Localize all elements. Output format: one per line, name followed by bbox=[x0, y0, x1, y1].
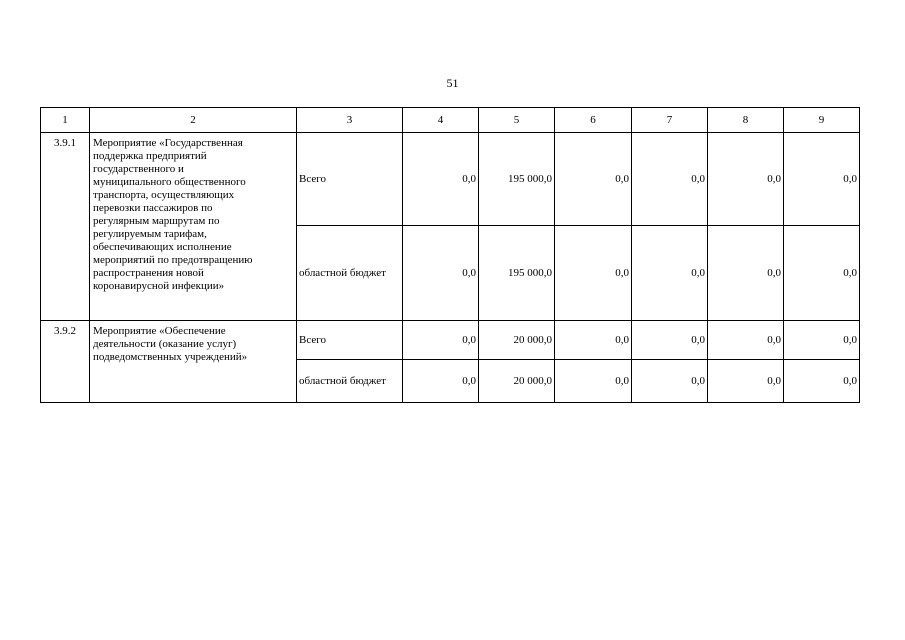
value-cell: 0,0 bbox=[555, 133, 632, 226]
value-cell: 0,0 bbox=[632, 226, 708, 321]
column-header: 2 bbox=[90, 108, 297, 133]
description-line: Мероприятие «Обеспечение bbox=[93, 325, 226, 337]
value-cell: 0,0 bbox=[555, 360, 632, 403]
description-line: транспорта, осуществляющих bbox=[93, 189, 235, 201]
description-line: распространения новой bbox=[93, 267, 204, 279]
value-cell: 0,0 bbox=[403, 321, 479, 360]
value-cell: 0,0 bbox=[784, 360, 860, 403]
value-cell: 0,0 bbox=[403, 133, 479, 226]
value-cell: 0,0 bbox=[403, 226, 479, 321]
description-line: регулируемым тарифам, bbox=[93, 228, 207, 240]
budget-table bbox=[40, 107, 860, 403]
value-cell: 0,0 bbox=[784, 226, 860, 321]
column-header: 4 bbox=[403, 108, 479, 133]
value-cell: 0,0 bbox=[708, 133, 784, 226]
column-header: 9 bbox=[784, 108, 860, 133]
column-header: 5 bbox=[479, 108, 555, 133]
value-cell: 195 000,0 bbox=[479, 133, 555, 226]
row-code: 3.9.1 bbox=[41, 133, 90, 321]
page-number: 51 bbox=[446, 76, 459, 90]
description-line: муниципального общественного bbox=[93, 176, 246, 188]
value-cell: 20 000,0 bbox=[479, 321, 555, 360]
description-line: подведомственных учреждений» bbox=[93, 351, 248, 363]
value-cell: 0,0 bbox=[632, 360, 708, 403]
table-row bbox=[41, 133, 860, 226]
column-header: 3 bbox=[297, 108, 403, 133]
description-line: регулярным маршрутам по bbox=[93, 215, 220, 227]
column-header: 8 bbox=[708, 108, 784, 133]
value-cell: 0,0 bbox=[708, 226, 784, 321]
description-line: коронавирусной инфекции» bbox=[93, 280, 225, 292]
table-header-row bbox=[41, 108, 860, 133]
funding-source: областной бюджет bbox=[297, 360, 403, 403]
description-line: обеспечивающих исполнение bbox=[93, 241, 232, 253]
value-cell: 0,0 bbox=[784, 133, 860, 226]
value-cell: 0,0 bbox=[555, 226, 632, 321]
row-description bbox=[90, 321, 297, 403]
description-line: Мероприятие «Государственная bbox=[93, 137, 243, 149]
description-line: перевозки пассажиров по bbox=[93, 202, 213, 214]
value-cell: 0,0 bbox=[632, 133, 708, 226]
funding-source: Всего bbox=[297, 133, 403, 226]
description-line: мероприятий по предотвращению bbox=[93, 254, 253, 266]
value-cell: 0,0 bbox=[708, 360, 784, 403]
row-code: 3.9.2 bbox=[41, 321, 90, 403]
funding-source: областной бюджет bbox=[297, 226, 403, 321]
description-line: деятельности (оказание услуг) bbox=[93, 338, 237, 350]
value-cell: 0,0 bbox=[784, 321, 860, 360]
value-cell: 0,0 bbox=[632, 321, 708, 360]
funding-source: Всего bbox=[297, 321, 403, 360]
value-cell: 20 000,0 bbox=[479, 360, 555, 403]
row-description bbox=[90, 133, 297, 321]
value-cell: 0,0 bbox=[403, 360, 479, 403]
column-header: 7 bbox=[632, 108, 708, 133]
description-line: поддержка предприятий bbox=[93, 150, 207, 162]
value-cell: 195 000,0 bbox=[479, 226, 555, 321]
column-header: 1 bbox=[41, 108, 90, 133]
value-cell: 0,0 bbox=[708, 321, 784, 360]
description-line: государственного и bbox=[93, 163, 184, 175]
value-cell: 0,0 bbox=[555, 321, 632, 360]
column-header: 6 bbox=[555, 108, 632, 133]
table-row bbox=[41, 321, 860, 360]
